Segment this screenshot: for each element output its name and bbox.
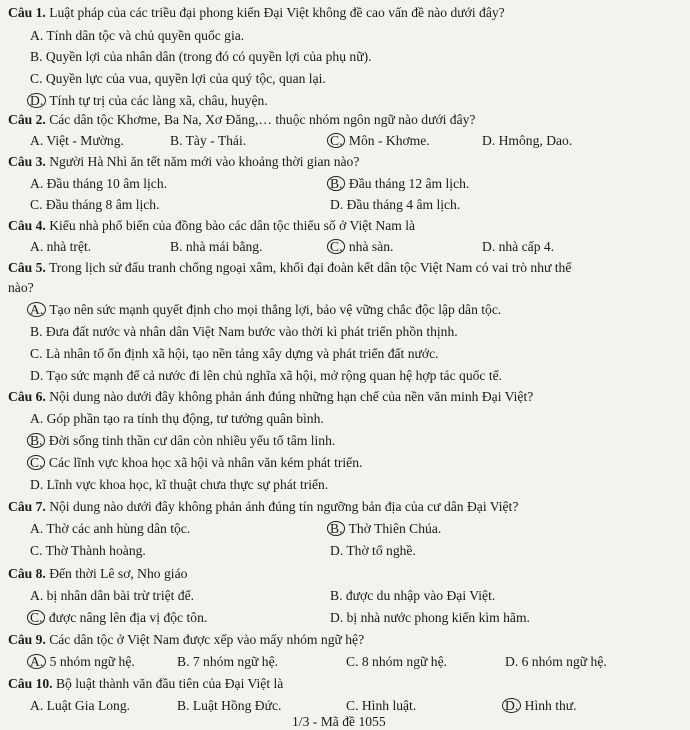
q7-option-d: D. Thờ tổ nghề. <box>330 543 416 558</box>
q8-option-d: D. bị nhà nước phong kiến kìm hãm. <box>330 610 530 625</box>
option-text: nhà sàn. <box>348 239 394 254</box>
question-text: Kiểu nhà phổ biến của đồng bào các dân tộc thiểu số ở Việt Nam là <box>49 218 416 233</box>
selected-answer-mark: A. <box>27 654 46 669</box>
q9-option-b: B. 7 nhóm ngữ hệ. <box>177 654 279 669</box>
option-text: 5 nhóm ngữ hệ. <box>49 654 135 669</box>
question-label: Câu 8. <box>8 566 46 581</box>
q10-option-c: C. Hình luật. <box>346 698 417 713</box>
option-text: Đầu tháng 12 âm lịch. <box>348 176 470 191</box>
question-text: Người Hà Nhì ăn tết năm mới vào khoảng thời gian nào? <box>49 154 360 169</box>
q1-option-b: B. Quyền lợi của nhân dân (trong đó có quyền lợi của phụ nữ). <box>30 49 372 64</box>
question-label: Câu 5. <box>8 260 46 275</box>
selected-answer-mark: A. <box>27 302 46 317</box>
question-text: Bộ luật thành văn đầu tiên của Đại Việt là <box>55 676 284 691</box>
q6-option-b <box>30 433 335 449</box>
selected-answer-mark: B. <box>327 176 345 191</box>
q2-option-a: A. Việt - Mường. <box>30 133 124 148</box>
q8-option-a: A. bị nhân dân bài trừ triệt để. <box>30 588 195 603</box>
q5-option-d: D. Tạo sức mạnh để cả nước đi lên chủ nghĩa xã hội, mở rộng quan hệ hợp tác quốc tế. <box>30 368 503 383</box>
q6-option-a: A. Góp phần tạo ra tính thụ động, tư tưởng quân bình. <box>30 411 324 426</box>
selected-answer-mark: C. <box>27 610 45 625</box>
option-text: Tính tự trị của các làng xã, châu, huyện. <box>49 93 268 108</box>
q2-option-b: B. Tày - Thái. <box>170 133 247 148</box>
q8-option-b: B. được du nhập vào Đại Việt. <box>330 588 496 603</box>
question-8 <box>8 566 187 582</box>
q2-option-c <box>330 133 430 149</box>
selected-answer-mark: D. <box>27 93 46 108</box>
question-3 <box>8 154 359 170</box>
q4-option-c <box>330 239 393 255</box>
q3-option-a: A. Đầu tháng 10 âm lịch. <box>30 176 168 191</box>
q1-option-c: C. Quyền lực của vua, quyền lợi của quý tộc, quan lại. <box>30 71 326 86</box>
selected-answer-mark: C. <box>27 455 45 470</box>
question-label: Câu 7. <box>8 499 46 514</box>
q10-option-b: B. Luật Hồng Đức. <box>177 698 282 713</box>
q3-option-c: C. Đầu tháng 8 âm lịch. <box>30 197 160 212</box>
question-text: Đến thời Lê sơ, Nho giáo <box>49 566 188 581</box>
q7-option-b <box>330 521 441 537</box>
question-text: Các dân tộc Khơme, Ba Na, Xơ Đăng,… thuộc nhóm ngôn ngữ nào dưới đây? <box>49 112 476 127</box>
selected-answer-mark: C. <box>327 133 345 148</box>
option-text: Đời sống tinh thần cư dân còn nhiều yếu tố tâm linh. <box>48 433 336 448</box>
selected-answer-mark: B. <box>327 521 345 536</box>
question-text: Các dân tộc ở Việt Nam được xếp vào mấy nhóm ngữ hệ? <box>49 632 365 647</box>
question-label: Câu 4. <box>8 218 46 233</box>
selected-answer-mark: D. <box>502 698 521 713</box>
q10-option-a: A. Luật Gia Long. <box>30 698 131 713</box>
option-text: Hình thư. <box>524 698 577 713</box>
page-footer: 1/3 - Mã đề 1055 <box>292 714 386 729</box>
q2-option-d: D. Hmông, Dao. <box>482 133 573 148</box>
question-label: Câu 10. <box>8 676 53 691</box>
q7-option-c: C. Thờ Thành hoàng. <box>30 543 146 558</box>
option-text: Thờ Thiên Chúa. <box>348 521 442 536</box>
question-5-continued: nào? <box>8 280 34 295</box>
q1-option-d <box>30 93 268 109</box>
q4-option-d: D. nhà cấp 4. <box>482 239 555 254</box>
q10-option-d <box>505 698 577 714</box>
question-10 <box>8 676 283 692</box>
q5-option-a <box>30 302 501 318</box>
question-text: Luật pháp của các triều đại phong kiến Đại Việt không đề cao vấn đề nào dưới đây? <box>49 5 505 20</box>
question-text: Nội dung nào dưới đây không phản ánh đúng tín ngưỡng bản địa của cư dân Đại Việt? <box>49 499 519 514</box>
q9-option-a <box>30 654 135 670</box>
q8-option-c <box>30 610 207 626</box>
q5-option-b: B. Đưa đất nước và nhân dân Việt Nam bước vào thời kì phát triển phồn thịnh. <box>30 324 458 339</box>
question-7 <box>8 499 518 515</box>
question-label: Câu 3. <box>8 154 46 169</box>
question-1 <box>8 5 505 21</box>
option-text: Các lĩnh vực khoa học xã hội và nhân văn kém phát triển. <box>48 455 363 470</box>
question-text: Trong lịch sử đấu tranh chống ngoại xâm, khối đại đoàn kết dân tộc Việt Nam có vai trò như thế <box>48 260 572 275</box>
q7-option-a: A. Thờ các anh hùng dân tộc. <box>30 521 191 536</box>
question-label: Câu 2. <box>8 112 46 127</box>
q9-option-d: D. 6 nhóm ngữ hệ. <box>505 654 607 669</box>
q4-option-b: B. nhà mái bằng. <box>170 239 263 254</box>
q1-option-a: A. Tính dân tộc và chủ quyền quốc gia. <box>30 28 245 43</box>
question-2 <box>8 112 475 128</box>
q3-option-d: D. Đầu tháng 4 âm lịch. <box>330 197 461 212</box>
q4-option-a: A. nhà trệt. <box>30 239 92 254</box>
question-9 <box>8 632 364 648</box>
q6-option-d: D. Lĩnh vực khoa học, kĩ thuật chưa thực sự phát triển. <box>30 477 329 492</box>
question-label: Câu 1. <box>8 5 46 20</box>
question-label: Câu 6. <box>8 389 46 404</box>
option-text: Tạo nên sức mạnh quyết định cho mọi thắng lợi, bảo vệ vững chắc độc lập dân tộc. <box>49 302 502 317</box>
question-5 <box>8 260 571 276</box>
q6-option-c <box>30 455 362 471</box>
question-text: Nội dung nào dưới đây không phản ánh đúng những hạn chế của nền văn minh Đại Việt? <box>49 389 534 404</box>
q5-option-c: C. Là nhân tố ổn định xã hội, tạo nền tảng xây dựng và phát triển đất nước. <box>30 346 439 361</box>
question-label: Câu 9. <box>8 632 46 647</box>
selected-answer-mark: B. <box>27 433 45 448</box>
question-4 <box>8 218 415 234</box>
selected-answer-mark: C. <box>327 239 345 254</box>
option-text: được nâng lên địa vị độc tôn. <box>48 610 208 625</box>
option-text: Môn - Khơme. <box>348 133 430 148</box>
question-6 <box>8 389 533 405</box>
q9-option-c: C. 8 nhóm ngữ hệ. <box>346 654 448 669</box>
q3-option-b <box>330 176 469 192</box>
